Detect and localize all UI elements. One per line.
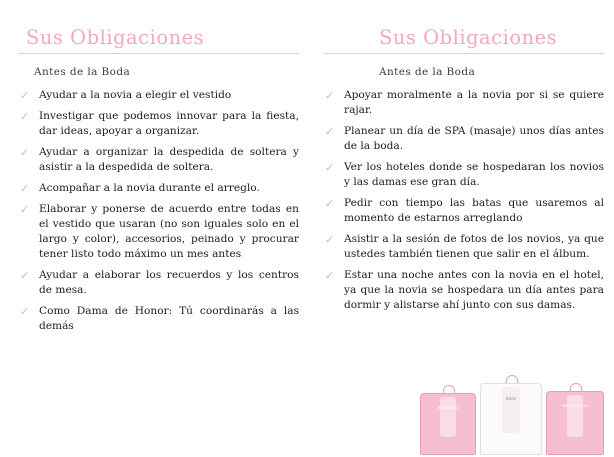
list-item (323, 232, 604, 262)
list-item (323, 160, 604, 190)
check-icon: ✓ (325, 233, 335, 247)
list-item-text: Ayudar a elaborar los recuerdos y los centros de mesa. (39, 269, 299, 297)
list-item (323, 196, 604, 226)
list-item-text: Asistir a la sesión de fotos de los novios, ya que ustedes también tienen que salir en el álbum. (344, 233, 604, 261)
robe-collar (440, 397, 456, 437)
check-icon: ✓ (20, 146, 30, 160)
list-item-text: Planear un día de SPA (masaje) unos días antes de la boda. (344, 125, 604, 153)
list-item-text: Apoyar moralmente a la novia por si se quiere rajar. (344, 89, 604, 117)
list-item (323, 88, 604, 118)
list-item-text: Como Dama de Honor: Tú coordinarás a las demás (39, 305, 299, 333)
right-page-title: Sus Obligaciones (379, 26, 558, 49)
check-icon: ✓ (20, 305, 30, 319)
check-icon: ✓ (20, 269, 30, 283)
list-item-text: Acompañar a la novia durante el arreglo. (39, 182, 260, 195)
check-icon: ✓ (325, 125, 335, 139)
left-obligations-list (18, 88, 299, 334)
list-item-text: Ver los hoteles donde se hospedaran los novios y las damas ese gran día. (344, 161, 604, 189)
bridal-robes-photo (420, 379, 610, 455)
list-item (18, 109, 299, 139)
list-item-text: Ayudar a la novia a elegir el vestido (39, 89, 232, 101)
list-item-text: Ayudar a organizar la despedida de soltera y asistir a la despedida de soltera. (39, 146, 299, 174)
right-column (307, 0, 614, 457)
check-icon: ✓ (325, 161, 335, 175)
list-item-text: Pedir con tiempo las batas que usaremos al momento de estarnos arreglando (344, 197, 604, 225)
check-icon: ✓ (20, 110, 30, 124)
robe-bridesmaid (420, 393, 476, 455)
list-item-text: Estar una noche antes con la novia en el hotel, ya que la novia se hospedara un día antes para dormir y alistarse ahí junto con sus damas. (344, 269, 604, 312)
list-item (18, 145, 299, 175)
list-item-text: Investigar que podemos innovar para la fiesta, dar ideas, apoyar a organizar. (39, 110, 299, 138)
check-icon: ✓ (325, 197, 335, 211)
list-item (18, 181, 299, 196)
list-item (18, 88, 299, 103)
list-item (18, 268, 299, 298)
check-icon: ✓ (20, 182, 30, 196)
check-icon: ✓ (20, 203, 30, 217)
list-item (18, 202, 299, 262)
check-icon: ✓ (325, 269, 335, 283)
robe-collar (567, 395, 583, 437)
list-item (323, 268, 604, 313)
robe-collar (502, 387, 520, 433)
list-item-text: Elaborar y ponerse de acuerdo entre todas en el vestido que usaran (no son iguales solo en el largo y color), accesorios, peinado y procurar tener listo todo máximo un mes antes (39, 203, 299, 261)
robe-bride (480, 383, 542, 455)
list-item (18, 304, 299, 334)
robe-label: Bridesmaid (437, 405, 459, 410)
right-subtitle: Antes de la Boda (379, 66, 476, 78)
left-subtitle: Antes de la Boda (34, 66, 131, 78)
right-title-divider (323, 53, 604, 54)
list-item (323, 124, 604, 154)
robe-label: Bride (505, 396, 517, 401)
robe-maid-of-honor (546, 391, 604, 455)
check-icon: ✓ (20, 89, 30, 102)
robe-label: Maid of Honor (561, 403, 589, 408)
right-obligations-list (323, 88, 604, 313)
check-icon: ✓ (325, 89, 335, 102)
left-page-title: Sus Obligaciones (26, 26, 205, 49)
left-title-divider (18, 53, 299, 54)
